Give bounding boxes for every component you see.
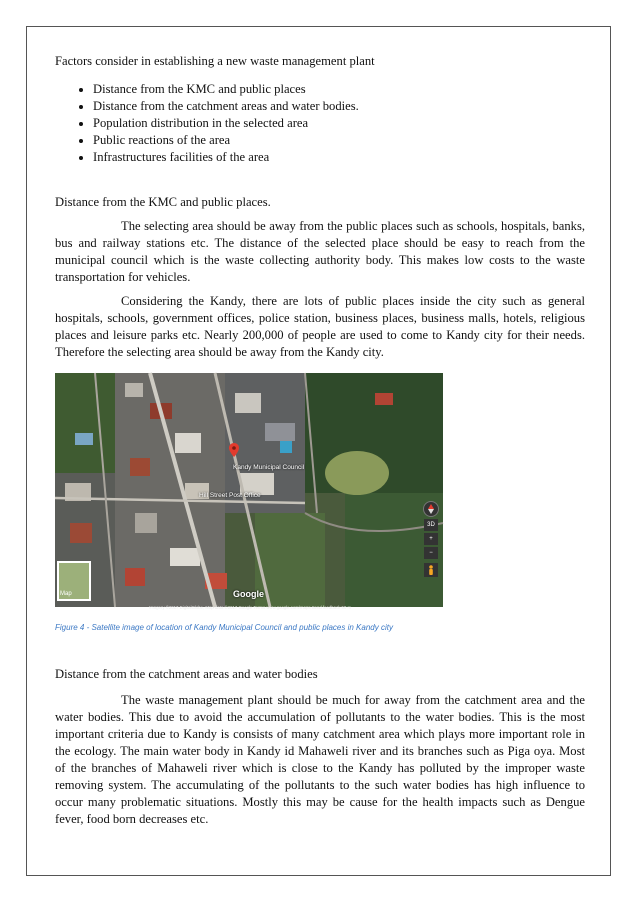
- section1-para1-text: The selecting area should be away from the public places such as schools, hospitals, banks, bus and railway stations etc. The distance of the selected place should be easy to reach from the municipal council which is the waste collecting authority body. This makes low costs to the waste transportation for vehicles.: [55, 219, 585, 284]
- location-pin-icon[interactable]: [229, 443, 239, 457]
- tilt-3d-button[interactable]: 3D: [424, 519, 438, 531]
- section2-para1-text: The waste management plant should be much for away from the catchment area and the water bodies. This due to avoid the accumulation of pollutants to the water bodies. This is the most important criteria due to Kandy is consists of many catchment area which plays more important role in the ecology. The main water body in Kandy id Mahaweli river and its branches such as Piga oya. Most of the branches of Mahaweli river which is close to the Kandy has polluted by the improper waste removing system. The accumulating of the pollutants to the such water bodies has high influence to occur many problematic situations. Mostly this may be cause for the health impacts such as Dengue fever, food born decreases etc.: [55, 693, 585, 826]
- section2-para1: [55, 692, 585, 828]
- section2-title: Distance from the catchment areas and water bodies: [55, 667, 318, 681]
- section1-para2-text: Considering the Kandy, there are lots of public places inside the city such as general hospitals, schools, government offices, police station, business places, business malls, hotels, religious places and leisure parks etc. Nearly 200,000 of people are used to come to Kandy city for their needs. Therefore the selecting area should be away from the Kandy city.: [55, 294, 585, 359]
- factors-list: [55, 81, 585, 166]
- section1-para2: [55, 293, 585, 361]
- section1-title: Distance from the KMC and public places.: [55, 195, 271, 209]
- map-label-post-office[interactable]: Hill Street Post Office: [199, 492, 261, 499]
- factor-item: • Distance from the catchment areas and water bodies.: [93, 98, 585, 115]
- map-type-label: Map: [60, 591, 72, 597]
- factors-heading: Factors consider in establishing a new waste management plant: [55, 54, 375, 68]
- factor-item: • Distance from the KMC and public places: [93, 81, 585, 98]
- google-logo: Google: [233, 589, 264, 599]
- compass-icon[interactable]: [423, 501, 439, 517]
- factor-item: • Population distribution in the selected area: [93, 115, 585, 132]
- map-attribution: Imagery ©2017 DigitalGlobe, Map data ©2017 Google Terms www.google.com/maps Send feedback 50 m: [149, 605, 352, 610]
- satellite-map-figure: [55, 373, 443, 610]
- document-body: [55, 53, 585, 828]
- factor-item: • Infrastructures facilities of the area: [93, 149, 585, 166]
- pegman-icon[interactable]: [424, 563, 438, 577]
- figure-caption: Figure 4 - Satellite image of location of Kandy Municipal Council and public places in Kandy city: [55, 623, 393, 632]
- section1-para1: [55, 218, 585, 286]
- map-label-council[interactable]: Kandy Municipal Council: [233, 464, 305, 471]
- zoom-in-button[interactable]: +: [424, 533, 438, 545]
- factor-item: • Public reactions of the area: [93, 132, 585, 149]
- map-controls: [423, 501, 439, 577]
- zoom-out-button[interactable]: −: [424, 547, 438, 559]
